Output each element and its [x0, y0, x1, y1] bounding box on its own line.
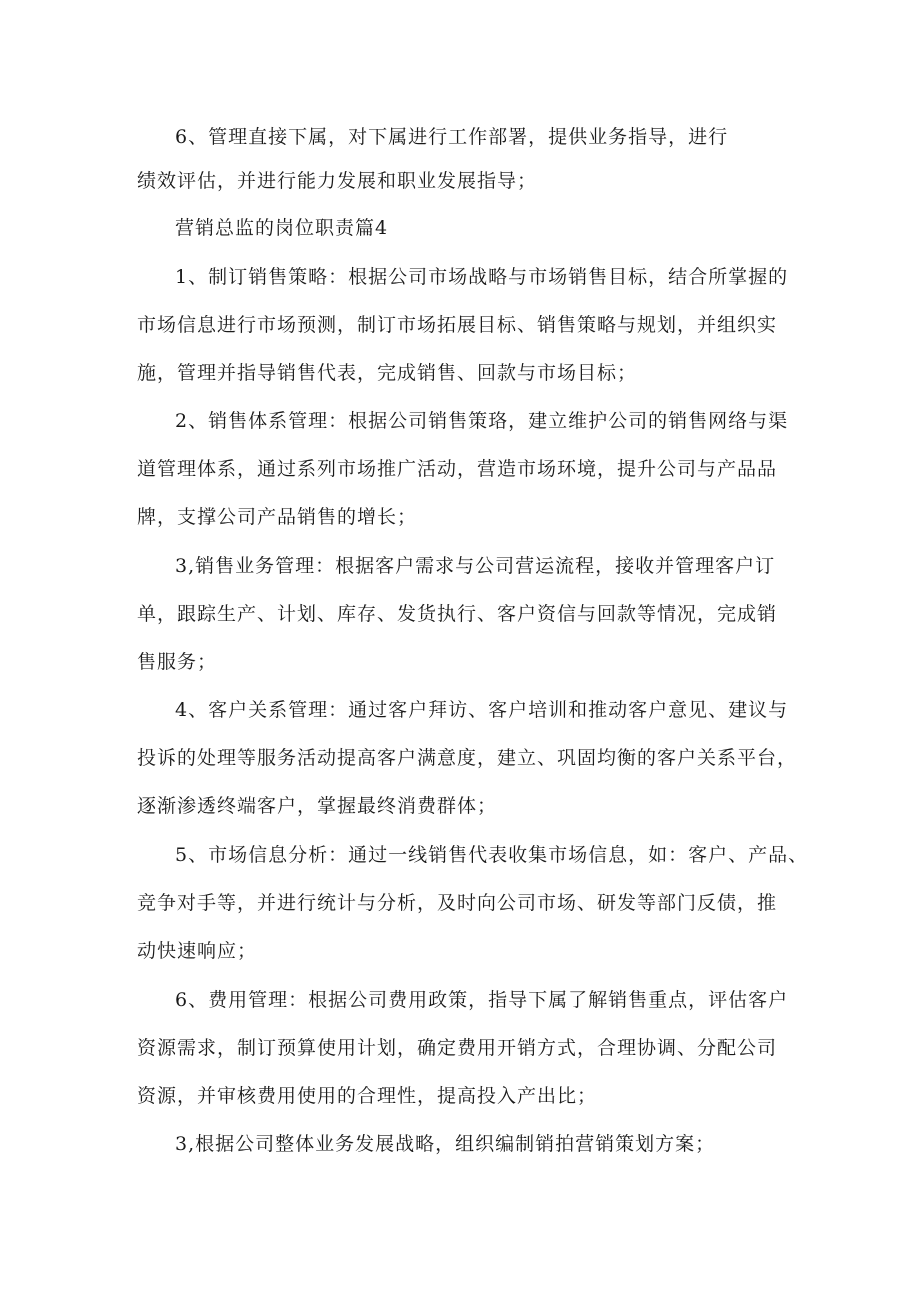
text-line: 3,根据公司整体业务发展战略，组织编制销拍营销策划方案； — [175, 1133, 716, 1155]
text-line: 竞争对手等，并进行统计与分析，及时向公司市场、研发等部门反债，推 — [137, 892, 778, 914]
text-line: 资源，并审核费用使用的合理性，提高投入产出比； — [137, 1085, 598, 1107]
text-line: 6、费用管理：根据公司费用政策，指导下属了解销售重点，评估客户 — [175, 989, 789, 1011]
text-line: 1、制订销售策略：根据公司市场战略与市场销售目标，结合所掌握的 — [175, 266, 789, 288]
text-line: 3,销售业务管理：根据客户需求与公司营运流程，接收并管理客户订 — [175, 555, 776, 577]
text-line: 投诉的处理等服务活动提高客户满意度，建立、巩固均衡的客户关系平台， — [137, 747, 798, 769]
text-line: 5、市场信息分析：通过一线销售代表收集市场信息，如：客户、产品、 — [175, 844, 809, 866]
section-heading: 营销总监的岗位职责篇4 — [175, 217, 389, 239]
text-line: 动快速响应； — [137, 940, 258, 962]
text-line: 道管理体系，通过系列市场推广活动，营造市场环境，提升公司与产品品 — [137, 458, 778, 480]
text-line: 2、销售体系管理：根据公司销售策珞，建立维护公司的销售网络与渠 — [175, 410, 789, 432]
text-line: 绩效评估，并进行能力发展和职业发展指导； — [137, 170, 538, 192]
text-line: 施，管理并指导销售代表，完成销售、回款与市场目标； — [137, 362, 638, 384]
text-line: 牌，支撑公司产品销售的增长； — [137, 506, 418, 528]
text-line: 售服务； — [137, 651, 218, 673]
text-line: 单，跟踪生产、计划、库存、发货执行、客户资信与回款等情况，完成销 — [137, 603, 778, 625]
text-line: 市场信息进行市场预测，制订市场拓展目标、销售策略与规划，并组织实 — [137, 314, 778, 336]
text-line: 6、管理直接下属，对下属进行工作部署，提供业务指导，进行 — [175, 126, 729, 148]
text-line: 4、客户关系管理：通过客户拜访、客户培训和推动客户意见、建议与 — [175, 699, 789, 721]
text-line: 资源需求，制订预算使用计划，确定费用开销方式，合理协调、分配公司 — [137, 1037, 778, 1059]
text-line: 逐渐渗透终端客户，掌握最终消费群体； — [137, 795, 498, 817]
